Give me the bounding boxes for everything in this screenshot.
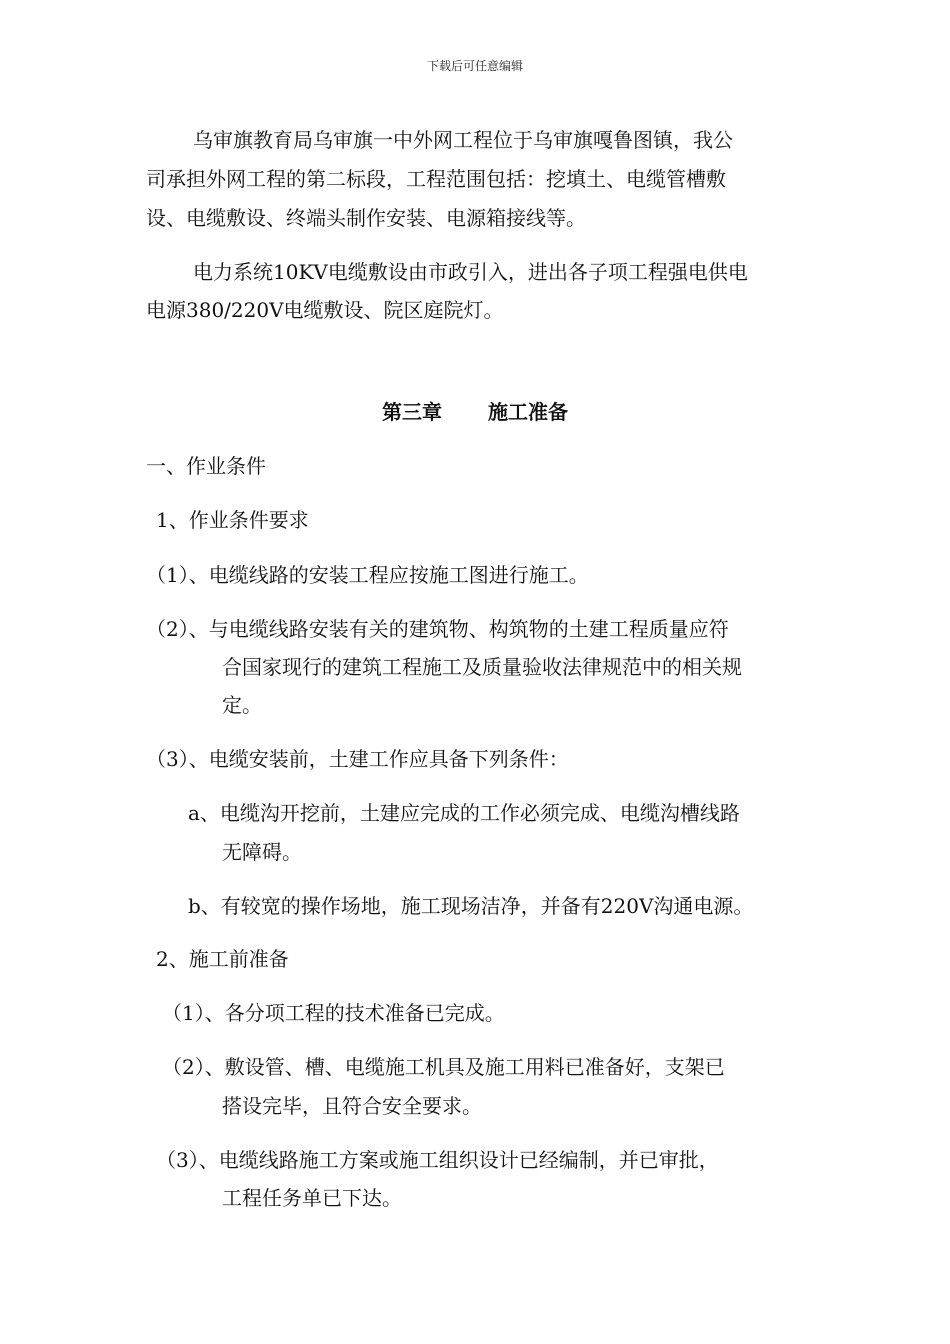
- condition-item-2-line-3: 定。: [222, 693, 262, 717]
- subsection-2-title: 2、施工前准备: [156, 947, 289, 971]
- preparation-item-2-line-2: 搭设完毕，且符合安全要求。: [222, 1094, 482, 1118]
- condition-subitem-b: b、有较宽的操作场地，施工现场洁净，并备有220V沟通电源。: [188, 894, 754, 918]
- preparation-item-2-line-1: （2）、敷设管、槽、电缆施工机具及施工用料已准备好，支架已: [162, 1055, 725, 1079]
- condition-item-2-line-2: 合国家现行的建筑工程施工及质量验收法律规范中的相关规: [222, 655, 742, 679]
- chapter-heading: [0, 400, 950, 424]
- condition-subitem-a-line-1: a、电缆沟开挖前，土建应完成的工作必须完成、电缆沟槽线路: [188, 801, 740, 825]
- page-header-note: 下载后可任意编辑: [426, 59, 523, 73]
- paragraph-1-line-2: 司承担外网工程的第二标段，工程范围包括：挖填土、电缆管槽敷: [146, 167, 726, 191]
- condition-item-3: （3）、电缆安装前，土建工作应具备下列条件：: [146, 747, 569, 771]
- chapter-number: 第三章: [382, 400, 442, 424]
- condition-item-1: （1）、电缆线路的安装工程应按施工图进行施工。: [146, 563, 589, 587]
- paragraph-1-line-3: 设、电缆敷设、终端头制作安装、电源箱接线等。: [146, 206, 586, 230]
- subsection-1-title: 1、作业条件要求: [156, 508, 309, 532]
- preparation-item-3-line-2: 工程任务单已下达。: [222, 1186, 402, 1210]
- preparation-item-3-line-1: （3）、电缆线路施工方案或施工组织设计已经编制，并已审批，: [156, 1148, 719, 1172]
- paragraph-2-line-1: 电力系统10KV电缆敷设由市政引入，进出各子项工程强电供电: [193, 260, 748, 284]
- paragraph-2-line-2: 电源380/220V电缆敷设、院区庭院灯。: [146, 298, 504, 322]
- preparation-item-1: （1）、各分项工程的技术准备已完成。: [162, 1001, 505, 1025]
- section-1-title: 一、作业条件: [146, 454, 266, 478]
- paragraph-1-line-1: 乌审旗教育局乌审旗一中外网工程位于乌审旗嘎鲁图镇，我公: [193, 128, 733, 152]
- chapter-title: 施工准备: [488, 400, 568, 424]
- condition-subitem-a-line-2: 无障碍。: [222, 840, 302, 864]
- condition-item-2-line-1: （2）、与电缆线路安装有关的建筑物、构筑物的土建工程质量应符: [146, 617, 729, 641]
